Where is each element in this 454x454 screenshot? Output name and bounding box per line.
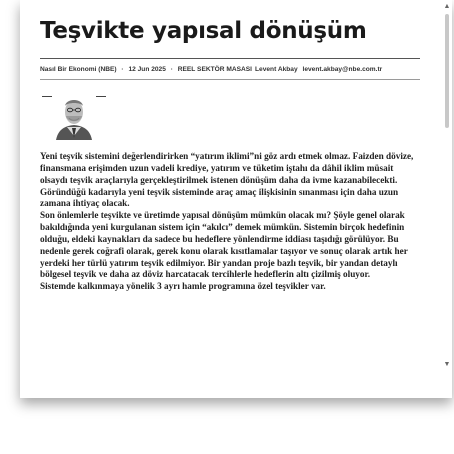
author-photo [52,92,96,140]
paragraph: Son önlemlerle teşvikte ve üretimde yapısal dönüşüm mümkün olacak mı? Şöyle genel olarak bakıldığında yeni kurgulanan sistem için “akılcı” demek mümkün. Sistemin birçok hedefinin olduğu, eldeki kaynakları da sadece bu hedeflere yönlendirme iddiası taşıdığı görülüyor. Bu nedenle gerek coğrafi olarak, gerek konu olarak kısıtlamalar taşıyor ve sonuç olarak artık her yerdeki her türlü yatırım teşvik edilmiyor. Bir yandan proje bazlı teşvik, bir yandan detaylı bölgesel teşvik ve daha az döviz harcatacak tercihlerle hedeflerin altı çizilmiş oluyor. [40,210,408,280]
meta-separator: · [170,66,173,73]
paragraph: Yeni teşvik sistemini değerlendirirken “yatırım iklimi”ni göz ardı etmek olmaz. Faizden dövize, finansmana erişimden uzun vadeli krediye, yatırım ve tüketim iştahı da dâhil iklim müsait olsaydı teşvik araçlarıyla gerçekleştirilmek istenen dönüşüm daha da ivme kazanabilecekti. Göründüğü kadarıyla yeni teşvik sisteminde araç amaç ilişkisinin sınanması için daha uzun zamana ihtiyaç olacak. [40,151,414,209]
meta-separator: · [121,66,124,73]
vertical-scrollbar[interactable] [442,0,452,374]
author-name: Levent Akbay [255,66,298,73]
publish-date: 12 Jun 2025 [128,66,166,73]
meta-divider [40,79,420,80]
paragraph: Sistemde kalkınmaya yönelik 3 ayrı hamle programına özel teşvikler var. [40,281,326,292]
article-body [40,151,422,293]
article-content [40,0,432,398]
scroll-up-icon[interactable]: ▲ [443,3,451,10]
article-meta [40,66,430,73]
section-name: REEL SEKTÖR MASASI [177,66,253,73]
article-card [20,0,452,398]
title-divider [40,58,420,59]
scrollbar-thumb[interactable] [445,14,449,128]
source-name: Nasıl Bir Ekonomi (NBE) [40,66,117,73]
article-title: Teşvikte yapısal dönüşüm [40,18,367,44]
author-email[interactable]: levent.akbay@nbe.com.tr [302,66,383,73]
scroll-down-icon[interactable]: ▼ [443,361,451,368]
